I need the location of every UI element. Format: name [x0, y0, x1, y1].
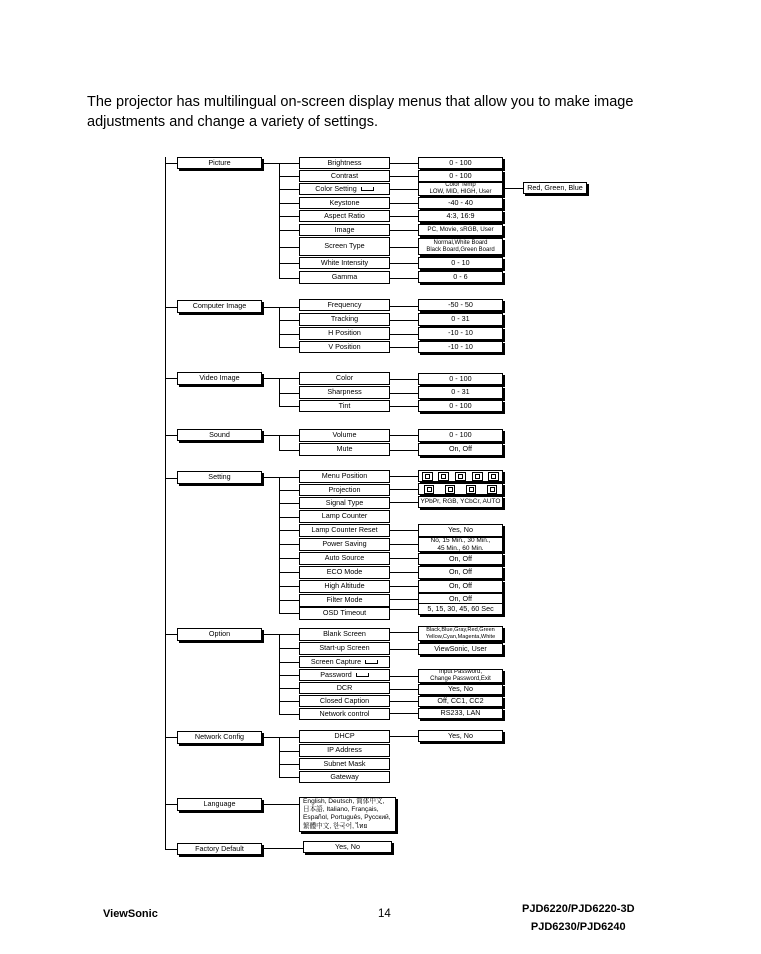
submenu-hook-icon	[356, 673, 369, 677]
value-color-temp	[418, 182, 503, 196]
item-ip-address[interactable]: IP Address	[299, 744, 390, 757]
item-password[interactable]	[299, 669, 390, 681]
item-network-control[interactable]: Network control	[299, 708, 390, 720]
item-screen-capture[interactable]	[299, 656, 390, 668]
screen-type-line-1: Normal,White Board	[433, 239, 488, 246]
password-line-1: Input Password,	[438, 669, 483, 676]
intro-line-2: adjustments and change a variety of settings.	[87, 114, 378, 130]
value-image: PC, Movie, sRGB, User	[418, 224, 503, 236]
password-line-2: Change Password,Exit	[430, 676, 491, 682]
item-color[interactable]: Color	[299, 372, 390, 385]
value-filter-mode: On, Off	[418, 593, 503, 605]
intro-line-1: The projector has multilingual on-screen display menus that allow you to make image	[87, 94, 634, 110]
menu-computer-image[interactable]: Computer Image	[177, 300, 262, 313]
footer-model	[522, 900, 635, 936]
value-power-saving	[418, 537, 503, 552]
item-projection[interactable]: Projection	[299, 484, 390, 496]
value-dhcp: Yes, No	[418, 730, 503, 742]
item-screen-capture-label: Screen Capture	[310, 656, 362, 666]
item-closed-caption[interactable]: Closed Caption	[299, 695, 390, 707]
menu-video-image[interactable]: Video Image	[177, 372, 262, 385]
value-gamma: 0 - 6	[418, 271, 503, 283]
blank-screen-line-2: Yellow,Cyan,Magenta,White	[425, 633, 496, 640]
value-tracking: 0 - 31	[418, 313, 503, 326]
power-saving-line-2: 45 Min., 60 Min.	[437, 544, 484, 552]
position-bottom-left-icon	[472, 472, 483, 481]
value-eco-mode: On, Off	[418, 566, 503, 579]
item-startup-screen[interactable]: Start-up Screen	[299, 642, 390, 655]
value-blank-screen	[418, 626, 503, 641]
item-color-setting-label: Color Setting	[315, 183, 357, 193]
value-tint: 0 - 100	[418, 400, 503, 412]
value-aspect-ratio: 4:3, 16:9	[418, 210, 503, 222]
item-osd-timeout[interactable]: OSD Timeout	[299, 607, 390, 620]
menu-sound[interactable]: Sound	[177, 429, 262, 441]
footer-model-1: PJD6220/PJD6220-3D	[522, 903, 635, 915]
value-volume: 0 - 100	[418, 429, 503, 442]
intro-paragraph	[87, 92, 687, 132]
item-v-position[interactable]: V Position	[299, 341, 390, 353]
menu-factory-default[interactable]: Factory Default	[177, 843, 262, 855]
value-startup-screen: ViewSonic, User	[418, 643, 503, 655]
value-menu-position	[418, 470, 503, 482]
value-signal-type: YPbPr, RGB, YCbCr, AUTO	[418, 496, 503, 508]
item-subnet-mask[interactable]: Subnet Mask	[299, 758, 390, 770]
value-contrast: 0 - 100	[418, 170, 503, 182]
language-line-3: Español, Português, Русский,	[303, 814, 391, 822]
value-color-rgb: Red, Green, Blue	[523, 182, 587, 194]
projection-rear-ceiling-icon	[487, 485, 497, 494]
item-tracking[interactable]: Tracking	[299, 313, 390, 326]
footer-model-2: PJD6230/PJD6240	[530, 921, 626, 933]
item-high-altitude[interactable]: High Altitude	[299, 580, 390, 593]
value-dcr: Yes, No	[418, 684, 503, 695]
projection-ceiling-icon	[466, 485, 476, 494]
item-volume[interactable]: Volume	[299, 429, 390, 442]
item-color-setting[interactable]	[299, 183, 390, 195]
language-line-2: 日本語, Italiano, Français,	[303, 806, 379, 814]
position-bottom-right-icon	[488, 472, 499, 481]
item-eco-mode[interactable]: ECO Mode	[299, 566, 390, 579]
item-password-label: Password	[320, 669, 352, 679]
item-screen-type[interactable]: Screen Type	[299, 237, 390, 256]
item-power-saving[interactable]: Power Saving	[299, 538, 390, 551]
item-gamma[interactable]: Gamma	[299, 271, 390, 284]
value-auto-source: On, Off	[418, 553, 503, 565]
menu-network-config[interactable]: Network Config	[177, 731, 262, 744]
value-language-list	[299, 797, 396, 832]
item-brightness[interactable]: Brightness	[299, 157, 390, 169]
item-image[interactable]: Image	[299, 224, 390, 236]
menu-setting[interactable]: Setting	[177, 471, 262, 484]
item-tint[interactable]: Tint	[299, 400, 390, 412]
projection-rear-icon	[445, 485, 455, 494]
value-mute: On, Off	[418, 443, 503, 456]
value-password	[418, 669, 503, 683]
item-auto-source[interactable]: Auto Source	[299, 552, 390, 565]
item-frequency[interactable]: Frequency	[299, 299, 390, 311]
menu-picture[interactable]: Picture	[177, 157, 262, 169]
value-v-position: -10 - 10	[418, 341, 503, 353]
footer-page-number: 14	[378, 908, 391, 920]
item-blank-screen[interactable]: Blank Screen	[299, 628, 390, 641]
item-dhcp[interactable]: DHCP	[299, 730, 390, 743]
value-h-position: -10 - 10	[418, 327, 503, 340]
value-brightness: 0 - 100	[418, 157, 503, 169]
value-closed-caption: Off, CC1, CC2	[418, 696, 503, 707]
item-sharpness[interactable]: Sharpness	[299, 386, 390, 399]
item-keystone[interactable]: Keystone	[299, 197, 390, 209]
item-lamp-counter[interactable]: Lamp Counter	[299, 510, 390, 523]
item-menu-position[interactable]: Menu Position	[299, 470, 390, 483]
item-aspect-ratio[interactable]: Aspect Ratio	[299, 210, 390, 222]
language-line-4: 繁體中文, 한국어, ไทย	[303, 822, 368, 830]
submenu-hook-icon	[365, 660, 378, 664]
item-white-intensity[interactable]: White Intensity	[299, 257, 390, 269]
value-factory-default: Yes, No	[303, 841, 392, 853]
value-lamp-counter-reset: Yes, No	[418, 524, 503, 537]
value-high-altitude: On, Off	[418, 580, 503, 593]
screen-type-line-2: Black Board,Green Board	[426, 246, 495, 253]
value-keystone: -40 - 40	[418, 197, 503, 209]
item-filter-mode[interactable]: Filter Mode	[299, 594, 390, 607]
submenu-hook-icon	[361, 187, 374, 191]
item-mute[interactable]: Mute	[299, 443, 390, 456]
item-lamp-counter-reset[interactable]: Lamp Counter Reset	[299, 524, 390, 537]
position-top-right-icon	[438, 472, 449, 481]
item-dcr[interactable]: DCR	[299, 682, 390, 694]
menu-option[interactable]: Option	[177, 628, 262, 641]
value-network-control: RS233, LAN	[418, 708, 503, 719]
value-frequency: -50 - 50	[418, 299, 503, 311]
language-line-1: English, Deutsch, 简体中文,	[303, 798, 385, 805]
color-temp-title: Color Temp	[445, 182, 476, 189]
item-contrast[interactable]: Contrast	[299, 170, 390, 182]
power-saving-line-1: No, 15 Min., 30 Min.,	[430, 537, 491, 545]
color-temp-options: LOW, MID, HIGH, User	[429, 189, 492, 195]
blank-screen-line-1: Black,Blue,Gray,Red,Green	[426, 627, 495, 634]
item-gateway[interactable]: Gateway	[299, 771, 390, 783]
projection-front-icon	[424, 485, 434, 494]
value-screen-type	[418, 238, 503, 255]
footer-brand: ViewSonic	[103, 908, 158, 920]
item-signal-type[interactable]: Signal Type	[299, 497, 390, 509]
menu-language[interactable]: Language	[177, 798, 262, 811]
value-projection	[418, 483, 503, 495]
value-osd-timeout: 5, 15, 30, 45, 60 Sec	[418, 603, 503, 615]
value-white-intensity: 0 - 10	[418, 257, 503, 269]
position-center-icon	[455, 472, 466, 481]
value-color: 0 - 100	[418, 373, 503, 385]
position-top-left-icon	[422, 472, 433, 481]
value-sharpness: 0 - 31	[418, 386, 503, 399]
item-h-position[interactable]: H Position	[299, 327, 390, 340]
